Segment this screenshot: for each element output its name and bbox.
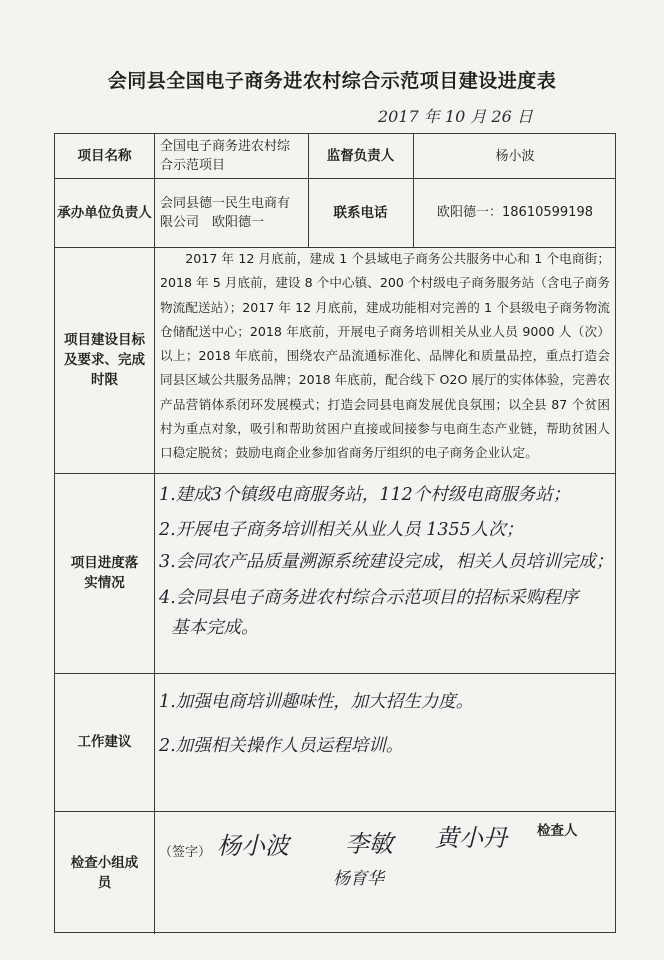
- handwritten-date: 2017 年 10 月 26 日: [378, 107, 533, 126]
- supervisor-label: 监督负责人: [326, 148, 395, 164]
- signature: 黄小丹: [435, 824, 507, 852]
- suggestion-item: 2.加强相关操作人员运程培训。: [159, 736, 404, 756]
- goals-label: 项目建设目标及要求、完成时限: [64, 332, 145, 388]
- signature: 杨小波: [217, 832, 289, 860]
- progress-table: [54, 133, 616, 933]
- project-name-label: 项目名称: [77, 148, 132, 164]
- document-title: 会同县全国电子商务进农村综合示范项目建设进度表: [107, 70, 557, 92]
- signature: 杨育华: [333, 869, 384, 889]
- undertaker-value: 会同县德一民生电商有限公司 欧阳德一: [160, 195, 291, 230]
- checker-label: 检查人: [537, 823, 578, 839]
- goals-text: 2017 年 12 月底前，建成 1 个县域电子商务公共服务中心和 1 个电商街；2018 年 5 月底前，建设 8 个中心镇、200 个村级电子商务服务站（含电子商务物流配送站）；2017 年 12 月底前，建成功能相对完善的 1 个县级电子商务物流仓储配送中心；2018 年底前，开展电子商务培训相关从业人员 9000 人（次）以上；2018 年底前，围绕农产品流通标准化、品牌化和质量品控，重点打造会同县区域公共服务品牌；2018 年底前，配合线下 O2O 展厅的实体体验，完善农产品营销体系闭环发展模式；打造会同县电商发展优良氛围；以全县 87 个贫困村为重点对象，吸引和帮助贫困户直接或间接参与电商生态产业链，帮助贫困人口稳定脱贫；鼓励电商企业参加省商务厅组织的电子商务企业认定。: [160, 251, 610, 461]
- supervisor-value: 杨小波: [495, 148, 535, 164]
- contact-value: 欧阳德一：18610599198: [437, 205, 593, 220]
- undertaker-label: 承办单位负责人: [57, 204, 152, 221]
- progress-item: 3.会同农产品质量溯源系统建设完成，相关人员培训完成；: [159, 552, 614, 572]
- sign-prefix: （签字）: [159, 844, 212, 860]
- progress-item: 1.建成3个镇级电商服务站，112个村级电商服务站；: [159, 485, 571, 505]
- progress-item: 2.开展电子商务培训相关从业人员 1355人次；: [159, 520, 524, 540]
- suggestions-label: 工作建议: [77, 734, 132, 750]
- inspection-label: 检查小组成员: [70, 854, 139, 891]
- contact-label: 联系电话: [333, 204, 388, 221]
- progress-item: 4.会同县电子商务进农村综合示范项目的招标采购程序: [159, 588, 579, 608]
- progress-item: 基本完成。: [171, 618, 259, 638]
- suggestion-item: 1.加强电商培训趣味性，加大招生力度。: [159, 692, 474, 712]
- signature: 李敏: [345, 830, 393, 858]
- progress-label: 项目进度落实情况: [70, 555, 139, 591]
- project-name-value: 全国电子商务进农村综合示范项目: [160, 139, 291, 173]
